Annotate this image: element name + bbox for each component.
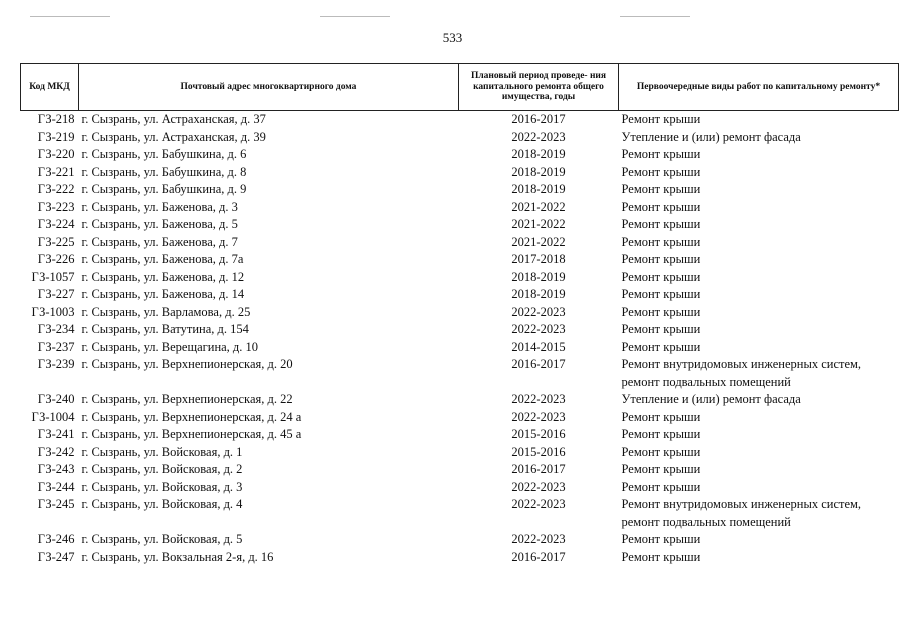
cell-period: 2017-2018: [511, 252, 566, 266]
cell-period: 2022-2023: [511, 129, 566, 144]
cell-address: г. Сызрань, ул. Войсковая, д. 3: [81, 479, 243, 494]
table-row: [21, 129, 899, 147]
cell-works: Ремонт внутридомовых инженерных систем, ремонт подвальных помещений: [621, 357, 862, 389]
cell-period: 2018-2019: [511, 147, 566, 161]
cell-works: Ремонт крыши: [621, 269, 701, 284]
cell-code: ГЗ-244: [37, 479, 75, 494]
table-row: [21, 444, 899, 462]
table-row: [21, 321, 899, 339]
table-row: [21, 339, 899, 357]
cell-works: Ремонт крыши: [621, 427, 701, 441]
cell-code: ГЗ-240: [37, 392, 75, 406]
cell-code: ГЗ-225: [37, 234, 75, 249]
cell-address: г. Сызрань, ул. Баженова, д. 7а: [81, 252, 244, 266]
cell-code: ГЗ-1004: [31, 409, 75, 424]
table-row: [21, 531, 899, 549]
cell-address: г. Сызрань, ул. Баженова, д. 14: [81, 287, 245, 301]
cell-period: 2018-2019: [511, 182, 566, 196]
cell-works: Ремонт крыши: [621, 199, 701, 214]
cell-works: Ремонт крыши: [621, 147, 701, 161]
cell-address: г. Сызрань, ул. Баженова, д. 7: [81, 234, 238, 249]
table-row: [21, 286, 899, 304]
table-row: [21, 269, 899, 287]
cell-works: Утепление и (или) ремонт фасада: [621, 129, 801, 144]
cell-period: 2015-2016: [511, 427, 566, 441]
table-row: [21, 356, 899, 391]
cell-code: ГЗ-226: [37, 252, 75, 266]
cell-works: Ремонт крыши: [621, 234, 701, 249]
cell-code: ГЗ-241: [37, 427, 75, 441]
cell-period: 2016-2017: [511, 549, 566, 564]
cell-code: ГЗ-227: [37, 287, 75, 301]
table-row: [21, 461, 899, 479]
table-row: [21, 181, 899, 199]
cell-code: ГЗ-223: [37, 199, 75, 214]
header-code: Код МКД: [21, 64, 79, 111]
cell-code: ГЗ-243: [37, 462, 75, 476]
cell-address: г. Сызрань, ул. Ватутина, д. 154: [81, 322, 249, 336]
cell-address: г. Сызрань, ул. Верхнепионерская, д. 20: [81, 357, 293, 371]
cell-code: ГЗ-1057: [31, 269, 75, 284]
cell-address: г. Сызрань, ул. Войсковая, д. 2: [81, 462, 243, 476]
cell-works: Ремонт крыши: [621, 444, 701, 459]
cell-code: ГЗ-246: [37, 532, 75, 546]
cell-address: г. Сызрань, ул. Верхнепионерская, д. 45 а: [81, 427, 302, 441]
cell-period: 2018-2019: [511, 269, 566, 284]
scan-artifact: [320, 16, 390, 17]
cell-period: 2021-2022: [511, 234, 566, 249]
cell-address: г. Сызрань, ул. Варламова, д. 25: [81, 304, 251, 319]
cell-period: 2022-2023: [511, 532, 566, 546]
cell-works: Ремонт крыши: [621, 462, 701, 476]
cell-address: г. Сызрань, ул. Баженова, д. 5: [81, 217, 238, 231]
cell-code: ГЗ-218: [37, 112, 75, 126]
table-row: [21, 479, 899, 497]
cell-period: 2021-2022: [511, 199, 566, 214]
cell-works: Ремонт крыши: [621, 287, 701, 301]
cell-period: 2022-2023: [511, 479, 566, 494]
table-row: [21, 391, 899, 409]
cell-code: ГЗ-234: [37, 322, 75, 336]
cell-code: ГЗ-219: [37, 129, 75, 144]
cell-code: ГЗ-247: [37, 549, 75, 564]
cell-address: г. Сызрань, ул. Баженова, д. 3: [81, 199, 238, 214]
cell-works: Ремонт крыши: [621, 339, 701, 354]
header-address: Почтовый адрес многоквартирного дома: [79, 64, 459, 111]
cell-period: 2022-2023: [511, 409, 566, 424]
scan-artifact: [620, 16, 690, 17]
cell-code: ГЗ-221: [37, 164, 75, 179]
cell-period: 2022-2023: [511, 497, 566, 511]
cell-address: г. Сызрань, ул. Войсковая, д. 5: [81, 532, 243, 546]
table-header-row: [21, 64, 899, 111]
cell-works: Ремонт крыши: [621, 304, 701, 319]
cell-works: Ремонт крыши: [621, 112, 701, 126]
cell-works: Ремонт внутридомовых инженерных систем, ремонт подвальных помещений: [621, 497, 862, 529]
cell-code: ГЗ-220: [37, 147, 75, 161]
table-row: [21, 251, 899, 269]
cell-address: г. Сызрань, ул. Бабушкина, д. 9: [81, 182, 247, 196]
table-row: [21, 426, 899, 444]
cell-works: Ремонт крыши: [621, 549, 701, 564]
cell-address: г. Сызрань, ул. Войсковая, д. 4: [81, 497, 243, 511]
cell-works: Ремонт крыши: [621, 182, 701, 196]
cell-code: ГЗ-224: [37, 217, 75, 231]
cell-address: г. Сызрань, ул. Вокзальная 2-я, д. 16: [81, 549, 274, 564]
cell-works: Ремонт крыши: [621, 164, 701, 179]
cell-works: Утепление и (или) ремонт фасада: [621, 392, 801, 406]
cell-address: г. Сызрань, ул. Бабушкина, д. 8: [81, 164, 247, 179]
cell-code: ГЗ-239: [37, 357, 75, 371]
table-row: [21, 496, 899, 531]
cell-works: Ремонт крыши: [621, 532, 701, 546]
cell-works: Ремонт крыши: [621, 479, 701, 494]
cell-period: 2015-2016: [511, 444, 566, 459]
cell-works: Ремонт крыши: [621, 322, 701, 336]
cell-period: 2022-2023: [511, 304, 566, 319]
table-row: [21, 304, 899, 322]
cell-period: 2018-2019: [511, 164, 566, 179]
cell-period: 2021-2022: [511, 217, 566, 231]
cell-address: г. Сызрань, ул. Астраханская, д. 39: [81, 129, 266, 144]
cell-address: г. Сызрань, ул. Баженова, д. 12: [81, 269, 245, 284]
cell-code: ГЗ-222: [37, 182, 75, 196]
cell-address: г. Сызрань, ул. Верхнепионерская, д. 24 а: [81, 409, 302, 424]
scan-artifact: [30, 16, 110, 17]
cell-period: 2014-2015: [511, 339, 566, 354]
page-number: 533: [442, 30, 463, 45]
cell-period: 2022-2023: [511, 322, 566, 336]
cell-period: 2016-2017: [511, 357, 566, 371]
cell-period: 2016-2017: [511, 112, 566, 126]
cell-period: 2022-2023: [511, 392, 566, 406]
cell-address: г. Сызрань, ул. Верещагина, д. 10: [81, 339, 259, 354]
cell-address: г. Сызрань, ул. Астраханская, д. 37: [81, 112, 266, 126]
cell-address: г. Сызрань, ул. Войсковая, д. 1: [81, 444, 243, 459]
table-row: [21, 409, 899, 427]
table-row: [21, 216, 899, 234]
header-works: Первоочередные виды работ по капитальному ремонту*: [619, 64, 899, 111]
table-row: [21, 111, 899, 129]
table-row: [21, 234, 899, 252]
cell-period: 2018-2019: [511, 287, 566, 301]
cell-works: Ремонт крыши: [621, 217, 701, 231]
table-row: [21, 199, 899, 217]
cell-code: ГЗ-242: [37, 444, 75, 459]
cell-address: г. Сызрань, ул. Бабушкина, д. 6: [81, 147, 247, 161]
table-row: [21, 549, 899, 567]
cell-works: Ремонт крыши: [621, 409, 701, 424]
repair-table: [20, 63, 898, 566]
table-row: [21, 164, 899, 182]
table-row: [21, 146, 899, 164]
cell-works: Ремонт крыши: [621, 252, 701, 266]
header-period: Плановый период проведе- ния капитального ремонта общего имущества, годы: [459, 64, 619, 111]
cell-period: 2016-2017: [511, 462, 566, 476]
cell-code: ГЗ-237: [37, 339, 75, 354]
cell-address: г. Сызрань, ул. Верхнепионерская, д. 22: [81, 392, 293, 406]
cell-code: ГЗ-245: [37, 497, 75, 511]
cell-code: ГЗ-1003: [31, 304, 75, 319]
